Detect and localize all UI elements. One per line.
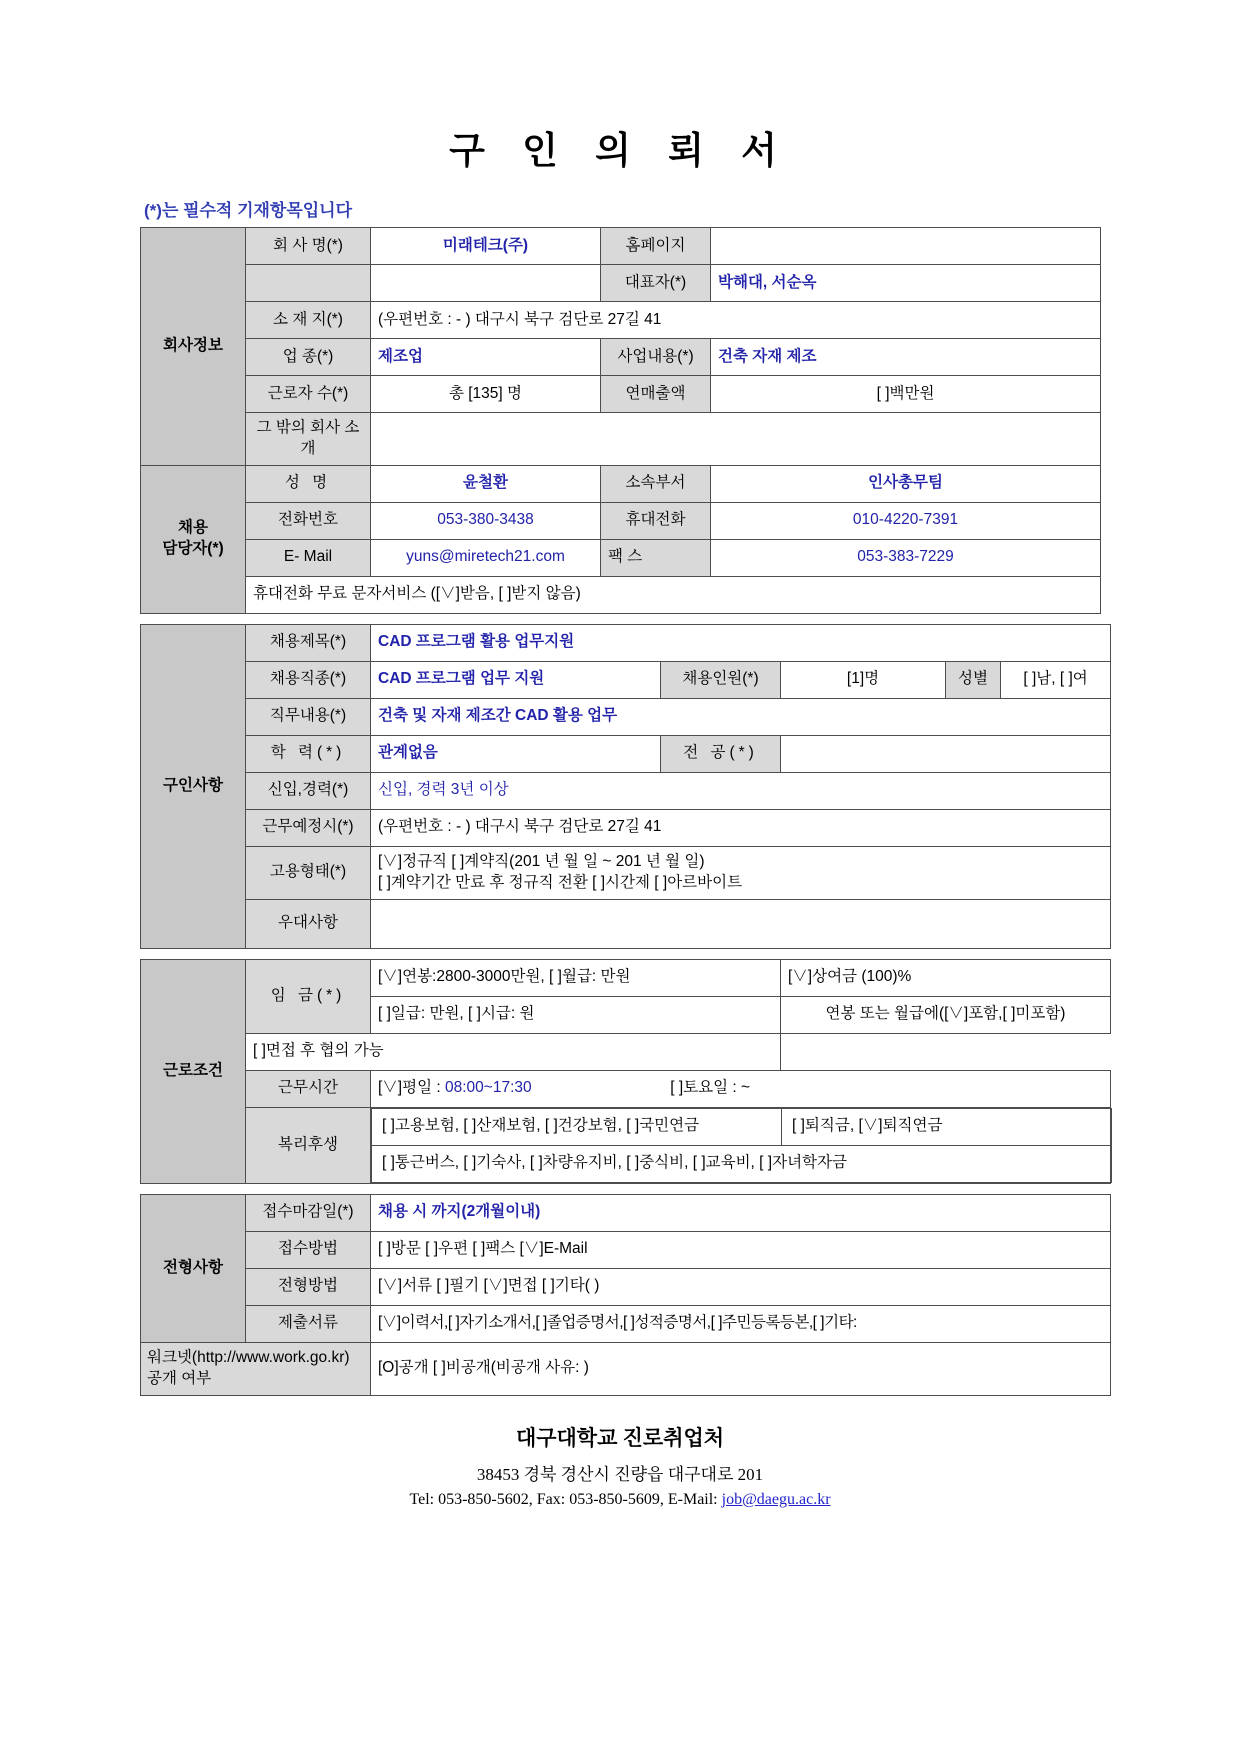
- value-career[interactable]: 신입, 경력 3년 이상: [371, 772, 1111, 809]
- table-row: [141, 735, 1111, 772]
- footer-email-link[interactable]: job@daegu.ac.kr: [721, 1490, 831, 1508]
- section-spacer: [140, 614, 1100, 624]
- value-industry[interactable]: 제조업: [371, 339, 601, 376]
- value-selection-method[interactable]: [∨]서류 [ ]필기 [∨]면접 [ ]기타( ): [371, 1268, 1111, 1305]
- table-row: [141, 1305, 1111, 1342]
- label-ceo: 대표자(*): [601, 265, 711, 302]
- label-headcount: 채용인원(*): [661, 661, 781, 698]
- sms-service-option[interactable]: 휴대전화 무료 문자서비스 ([∨]받음, [ ]받지 않음): [246, 576, 1101, 613]
- value-education[interactable]: 관계없음: [371, 735, 661, 772]
- label-documents: 제출서류: [246, 1305, 371, 1342]
- value-contact-dept[interactable]: 인사총무팀: [711, 465, 1101, 502]
- value-documents[interactable]: [∨]이력서,[ ]자기소개서,[ ]졸업증명서,[ ]성적증명서,[ ]주민등록등본,[ ]기타:: [371, 1305, 1111, 1342]
- required-field-note: (*)는 필수적 기재항목입니다: [144, 201, 353, 220]
- label-gender: 성별: [946, 661, 1001, 698]
- label-contact-mobile: 휴대전화: [601, 502, 711, 539]
- worknet-label-line2: 공개 여부: [147, 1369, 212, 1387]
- value-company-name[interactable]: 미래테크(주): [371, 228, 601, 265]
- table-row: [141, 1231, 1111, 1268]
- table-row: [141, 228, 1101, 265]
- welfare-benefits[interactable]: [ ]통근버스, [ ]기숙사, [ ]차량유지비, [ ]중식비, [ ]교육비, [ ]자녀학자금: [372, 1145, 1112, 1182]
- table-row: [141, 1033, 1111, 1070]
- label-preference: 우대사항: [246, 899, 371, 948]
- weekday-hours-value[interactable]: 08:00~17:30: [444, 1079, 532, 1097]
- label-major: 전 공(*): [661, 735, 781, 772]
- value-job-title[interactable]: CAD 프로그램 활용 업무지원: [371, 624, 1111, 661]
- value-contact-mobile[interactable]: 010-4220-7391: [711, 502, 1101, 539]
- section-header-contact-line1: 채용: [178, 519, 208, 537]
- selection-table: [140, 1194, 1111, 1396]
- value-headcount[interactable]: [1]명: [781, 661, 946, 698]
- label-homepage: 홈페이지: [601, 228, 711, 265]
- label-contact-email: E- Mail: [246, 539, 371, 576]
- table-row: [141, 698, 1111, 735]
- label-employment-type: 고용형태(*): [246, 846, 371, 899]
- table-row: [141, 576, 1101, 613]
- table-row: [372, 1108, 1112, 1145]
- table-row: [141, 265, 1101, 302]
- section-header-conditions: 근로조건: [141, 959, 246, 1183]
- label-company-intro: 그 밖의 회사 소개: [246, 413, 371, 466]
- document-footer: [140, 1422, 1100, 1509]
- label-job-type: 채용직종(*): [246, 661, 371, 698]
- worknet-label-line1: 워크넷(http://www.work.go.kr): [147, 1348, 350, 1366]
- label-annual-revenue: 연매출액: [601, 376, 711, 413]
- value-deadline[interactable]: 채용 시 까지(2개월이내): [371, 1194, 1111, 1231]
- label-selection-method: 전형방법: [246, 1268, 371, 1305]
- table-row: [141, 846, 1111, 899]
- value-worker-count[interactable]: 총 [135] 명: [371, 376, 601, 413]
- label-worknet-disclosure: [141, 1342, 371, 1395]
- table-row: [372, 1145, 1112, 1182]
- table-row: [141, 1107, 1111, 1183]
- label-apply-method: 접수방법: [246, 1231, 371, 1268]
- value-job-type[interactable]: CAD 프로그램 업무 지원: [371, 661, 661, 698]
- label-deadline: 접수마감일(*): [246, 1194, 371, 1231]
- table-row: [141, 772, 1111, 809]
- value-welfare: [371, 1107, 1111, 1183]
- table-row: [141, 809, 1111, 846]
- value-annual-revenue[interactable]: [ ]백만원: [711, 376, 1101, 413]
- recruit-info-table: [140, 624, 1111, 949]
- value-wage-annual[interactable]: [∨]연봉:2800-3000만원, [ ]월급: 만원: [371, 959, 781, 996]
- table-row: [141, 539, 1101, 576]
- value-worknet-disclosure[interactable]: [O]공개 [ ]비공개(비공개 사유: ): [371, 1342, 1111, 1395]
- value-work-hours[interactable]: [371, 1070, 1111, 1107]
- table-row: [141, 1342, 1111, 1395]
- welfare-insurance[interactable]: [ ]고용보험, [ ]산재보험, [ ]건강보험, [ ]국민연금: [372, 1108, 782, 1145]
- label-contact-name: 성 명: [246, 465, 371, 502]
- value-contact-email[interactable]: yuns@miretech21.com: [371, 539, 601, 576]
- label-address: 소 재 지(*): [246, 302, 371, 339]
- footer-address: 38453 경북 경산시 진량읍 대구대로 201: [476, 1464, 764, 1484]
- label-wage: 임 금(*): [246, 959, 371, 1033]
- value-apply-method[interactable]: [ ]방문 [ ]우편 [ ]팩스 [∨]E-Mail: [371, 1231, 1111, 1268]
- saturday-hours[interactable]: [ ]토요일 : ~: [670, 1079, 751, 1097]
- table-row: [141, 502, 1101, 539]
- value-contact-fax[interactable]: 053-383-7229: [711, 539, 1101, 576]
- welfare-inner-table: [371, 1108, 1112, 1183]
- label-business-content: 사업내용(*): [601, 339, 711, 376]
- value-wage-daily-hourly[interactable]: [ ]일급: 만원, [ ]시급: 원: [371, 996, 781, 1033]
- label-career: 신입,경력(*): [246, 772, 371, 809]
- weekday-hours-label: [∨]평일 :: [378, 1079, 441, 1097]
- value-wage-negotiable[interactable]: [ ]면접 후 협의 가능: [246, 1033, 781, 1070]
- section-header-contact-line2: 담당자(*): [162, 540, 224, 558]
- value-gender[interactable]: [ ]남, [ ]여: [1001, 661, 1111, 698]
- table-row: [141, 899, 1111, 948]
- table-row: [141, 1070, 1111, 1107]
- section-header-recruit: 구인사항: [141, 624, 246, 948]
- section-header-company: 회사정보: [141, 228, 246, 466]
- label-contact-phone: 전화번호: [246, 502, 371, 539]
- label-duties: 직무내용(*): [246, 698, 371, 735]
- table-row: [141, 376, 1101, 413]
- label-education: 학 력(*): [246, 735, 371, 772]
- value-duties[interactable]: 건축 및 자재 제조간 CAD 활용 업무: [371, 698, 1111, 735]
- table-row: [141, 624, 1111, 661]
- label-industry: 업 종(*): [246, 339, 371, 376]
- label-welfare: 복리후생: [246, 1107, 371, 1183]
- welfare-retirement[interactable]: [ ]퇴직금, [∨]퇴직연금: [782, 1108, 1112, 1145]
- value-contact-phone[interactable]: 053-380-3438: [371, 502, 601, 539]
- label-contact-fax: 팩 스: [601, 539, 711, 576]
- table-row: [141, 302, 1101, 339]
- section-header-selection: 전형사항: [141, 1194, 246, 1342]
- footer-contact-text: Tel: 053-850-5602, Fax: 053-850-5609, E-Mail:: [409, 1490, 722, 1508]
- label-blank: [246, 265, 371, 302]
- value-blank[interactable]: [371, 265, 601, 302]
- value-business-content[interactable]: 건축 자재 제조: [711, 339, 1101, 376]
- section-spacer: [140, 949, 1100, 959]
- footer-contact: [140, 1491, 1100, 1509]
- value-contact-name[interactable]: 윤철환: [371, 465, 601, 502]
- footer-organization: 대구대학교 진로취업처: [515, 1425, 725, 1450]
- value-address[interactable]: (우편번호 : - ) 대구시 북구 검단로 27길 41: [371, 302, 1101, 339]
- label-worker-count: 근로자 수(*): [246, 376, 371, 413]
- section-header-contact: [141, 465, 246, 613]
- value-bonus-inclusion[interactable]: 연봉 또는 월급에([∨]포함,[ ]미포함): [781, 996, 1111, 1033]
- value-bonus[interactable]: [∨]상여금 (100)%: [781, 959, 1111, 996]
- company-info-table: [140, 227, 1101, 614]
- value-preference[interactable]: [371, 899, 1111, 948]
- employment-type-line2[interactable]: [ ]계약기간 만료 후 정규직 전환 [ ]시간제 [ ]아르바이트: [378, 873, 743, 891]
- table-row: [141, 339, 1101, 376]
- label-work-hours: 근무시간: [246, 1070, 371, 1107]
- table-row: [141, 1268, 1111, 1305]
- label-contact-dept: 소속부서: [601, 465, 711, 502]
- table-row: [141, 959, 1111, 996]
- label-job-title: 채용제목(*): [246, 624, 371, 661]
- work-conditions-table: [140, 959, 1111, 1184]
- table-row: [141, 1194, 1111, 1231]
- value-employment-type[interactable]: [371, 846, 1111, 899]
- value-work-place[interactable]: (우편번호 : - ) 대구시 북구 검단로 27길 41: [371, 809, 1111, 846]
- value-homepage[interactable]: [711, 228, 1101, 265]
- label-work-place: 근무예정시(*): [246, 809, 371, 846]
- page-title: 구 인 의 뢰 서: [449, 131, 791, 172]
- employment-type-line1[interactable]: [∨]정규직 [ ]계약직(201 년 월 일 ~ 201 년 월 일): [378, 852, 705, 870]
- value-company-intro[interactable]: [371, 413, 1101, 466]
- table-row: [141, 413, 1101, 466]
- label-company-name: 회 사 명(*): [246, 228, 371, 265]
- section-spacer: [140, 1184, 1100, 1194]
- value-major[interactable]: [781, 735, 1111, 772]
- table-row: [141, 661, 1111, 698]
- table-row: [141, 465, 1101, 502]
- value-ceo[interactable]: 박해대, 서순옥: [711, 265, 1101, 302]
